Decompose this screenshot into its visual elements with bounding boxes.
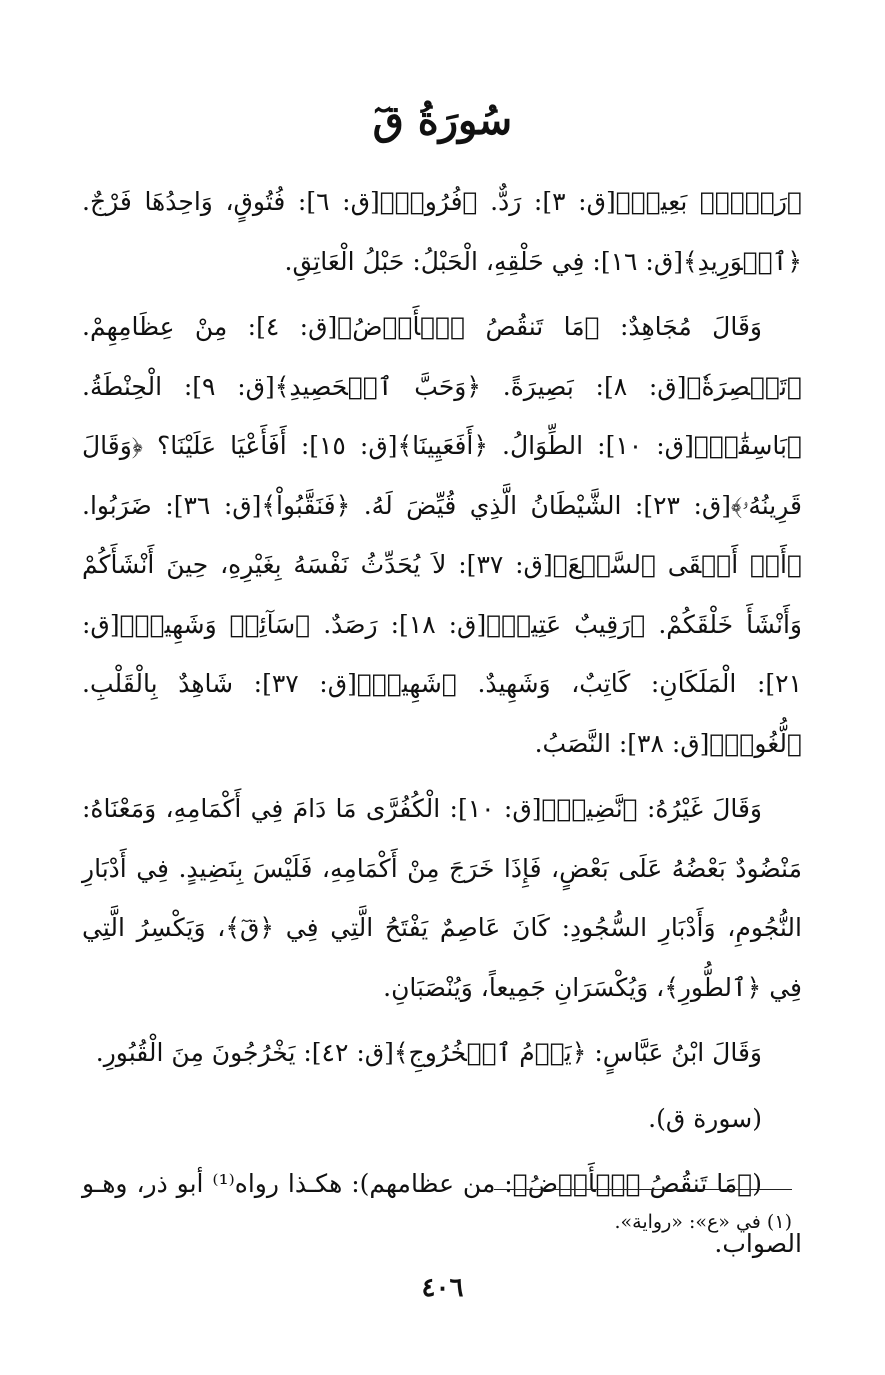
commentary-paragraph: (﴿مَا تَنقُصُ ٱلۡأَرۡضُ﴾: من عظامهم): هكـذا رواه⁽¹⁾ أبو ذر، وهـو الصواب. [82,1169,802,1258]
paragraph-intro: ﴿رَجۡعُۢ بَعِيدٞ﴾[ق: ٣]: رَدٌّ. ﴿فُرُوجٖ﴾[ق: ٦]: فُتُوقٍ، وَاحِدُهَا فَرْجٌ. ﴿ٱلۡوَرِيدِ﴾[ق: ١٦]: فِي حَلْقِهِ، الْحَبْلُ: حَبْلُ الْعَاتِقِ. [82,187,802,276]
page-title: سُورَةُ قٓ [372,97,513,144]
paragraph-others: وَقَالَ غَيْرُهُ: ﴿نَّضِيدٞ﴾[ق: ١٠]: الْكُفُرَّى مَا دَامَ فِي أَكْمَامِهِ، وَمَعْنَاهُ: مَنْضُودٌ بَعْضُهُ عَلَى بَعْضٍ، فَإِذَا خَرَجَ مِنْ أَكْمَامِهِ، فَلَيْسَ بِنَضِيدٍ. فِي أَدْبَارِ النُّجُومِ، وَأَدْبَارِ السُّجُودِ: كَانَ عَاصِمٌ يَفْتَحُ الَّتِي فِي ﴿قٓ﴾، وَيَكْسِرُ الَّتِي فِي ﴿ٱلطُّورِ﴾، وَيُكْسَرَانِ جَمِيعاً، وَيُنْصَبَانِ. [82,794,802,1002]
footnote-1: (١) في «ع»: «رواية». [614,1211,792,1233]
footnote-divider [494,1189,792,1190]
paragraph-ibn-abbas: وَقَالَ ابْنُ عَبَّاسٍ: ﴿يَوۡمُ ٱلۡخُرُوجِ﴾[ق: ٤٢]: يَخْرُجُونَ مِنَ الْقُبُورِ. [95,1038,762,1067]
main-text [82,172,802,1273]
commentary-heading: (سورة ق). [648,1103,762,1133]
page-number: ٤٠٦ [421,1273,464,1303]
paragraph-mujahid: وَقَالَ مُجَاهِدٌ: ﴿مَا تَنقُصُ ٱلۡأَرۡضُ﴾[ق: ٤]: مِنْ عِظَامِهِمْ. ﴿تَبۡصِرَةٗ﴾[ق: ٨]: بَصِيرَةً. ﴿وَحَبَّ ٱلۡحَصِيدِ﴾[ق: ٩]: الْحِنْطَةُ. ﴿بَاسِقَٰتٖ﴾[ق: ١٠]: الطِّوَالُ. ﴿أَفَعَيِينَا﴾[ق: ١٥]: أَفَأَعْيَا عَلَيْنَا؟ ﴿وَقَالَ قَرِينُهُۥ﴾[ق: ٢٣]: الشَّيْطَانُ الَّذِي قُيِّضَ لَهُ. ﴿فَنَقَّبُواْ﴾[ق: ٣٦]: ضَرَبُوا. ﴿أَوۡ أَلۡقَى ٱلسَّمۡعَ﴾[ق: ٣٧]: لاَ يُحَدِّثُ نَفْسَهُ بِغَيْرِهِ، حِينَ أَنْشَأَكُمْ وَأَنْشَأَ خَلْقَكُمْ. ﴿رَقِيبٌ عَتِيدٞ﴾[ق: ١٨]: رَصَدٌ. ﴿سَآئِقٞ وَشَهِيدٞ﴾[ق: ٢١]: الْمَلَكَانِ: كَاتِبٌ، وَشَهِيدٌ. ﴿شَهِيدٞ﴾[ق: ٣٧]: شَاهِدٌ بِالْقَلْبِ. ﴿لُّغُوبٖ﴾[ق: ٣٨]: النَّصَبُ. [82,312,803,758]
